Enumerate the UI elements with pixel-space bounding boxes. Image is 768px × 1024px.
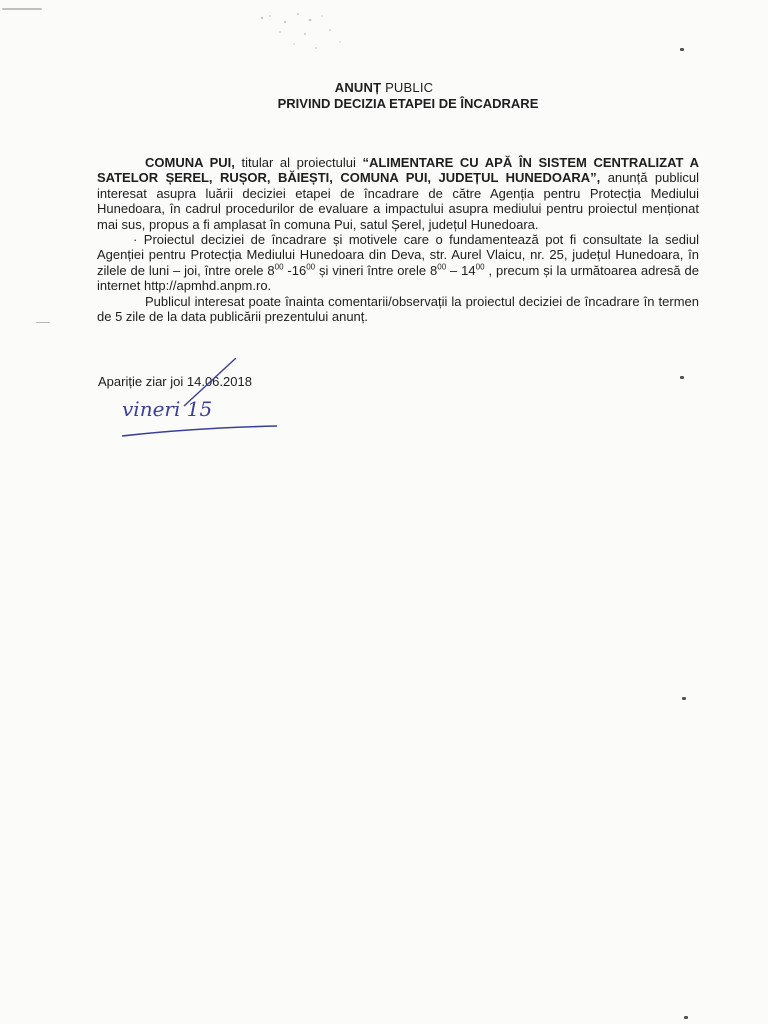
scan-speck [680,48,684,51]
paragraph-2-text-d: – 14 [446,262,476,278]
time-superscript: 00 [437,262,447,272]
heading-word-bold: ANUNȚ [334,80,382,95]
handwritten-note: vineri 15 [122,397,213,421]
paragraph-1 [97,155,699,232]
paragraph-1-text-b: anunță publicul interesat asupra luării deciziei etapei de încadrare de către Agenția pentru Protecția Mediului Hunedoara, în cadrul procedurilor de evaluare a impactului asupra mediului pentru proiectul menționat mai sus, propus a fi amplasat în comuna Pui, satul Șerel, județul Hunedoara. [97,170,699,232]
announcement-body [97,155,699,324]
scan-stamp-mark [250,4,360,64]
heading-line-2: PRIVIND DECIZIA ETAPEI DE ÎNCADRARE [277,96,539,111]
heading-word-public: PUBLIC [385,80,434,95]
scan-speck [680,376,684,379]
paragraph-2-text-b: -16 [283,262,307,278]
paragraph-3: Publicul interesat poate înainta comentarii/observații la proiectul deciziei de încadrare în termen de 5 zile de la data publicării prezentului anunț. [97,293,699,325]
project-title: “ALIMENTARE CU APĂ ÎN SISTEM CENTRALIZAT A SATELOR ȘEREL, RUȘOR, BĂIEȘTI, COMUNA PUI, JUDEȚUL HUNEDOARA”, [97,155,699,186]
paragraph-2-text-c: și vineri între orele 8 [315,262,438,278]
handwritten-annotation [112,358,292,438]
heading-line-1 [0,80,768,95]
paragraph-2 [97,232,699,294]
scan-speck [2,8,42,10]
paragraph-2-text-e: , precum și la următoarea adresă de internet http://apmhd.anpm.ro. [97,262,700,294]
paragraph-2-text-a: · Proiectul deciziei de încadrare și motivele care o fundamentează pot fi consultate la sediul Agenției pentru Protecția Mediului Hunedoara din Deva, str. Aurel Vlaicu, nr. 25, județul Hunedoara, în zilele de luni – joi, între orele 8 [97,232,699,278]
scan-speck [684,1016,688,1019]
time-superscript: 00 [274,262,284,272]
paragraph-1-text-a: titular al proiectului [234,155,363,170]
time-superscript: 00 [475,262,485,272]
entity-name: COMUNA PUI, [145,155,235,170]
scan-speck [682,697,686,700]
publication-date-line: Apariție ziar joi 14.06.2018 [98,374,252,389]
scan-speck [36,322,50,323]
time-superscript: 00 [306,262,316,272]
